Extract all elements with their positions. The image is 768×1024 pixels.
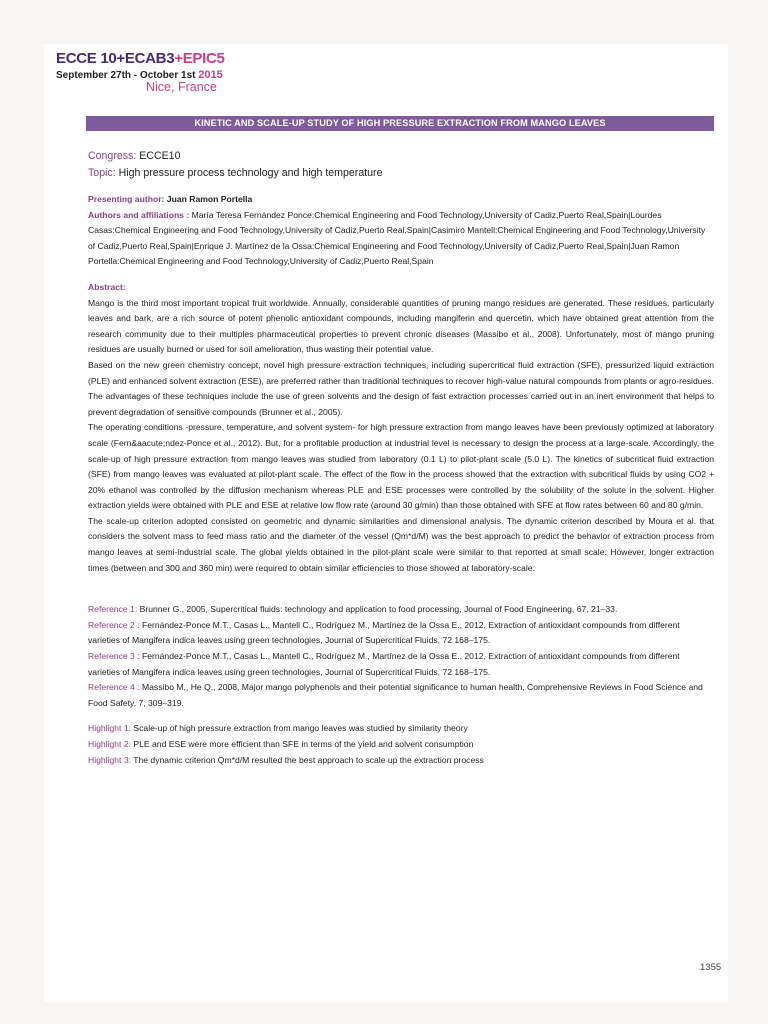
presenting-author-value: Juan Ramon Portella — [166, 194, 253, 204]
highlight-1-label: Highlight 1: — [88, 723, 131, 734]
logo-title-main: ECCE 10+ECAB3 — [56, 50, 175, 67]
authors-label: Authors and affiliations : — [88, 209, 190, 220]
abstract-paragraph-3: The operating conditions -pressure, temperature, and solvent system- for high pressure extraction from mango leaves have been previously optimized at laboratory scale (Fern&aacute;ndez-Ponce et al., 2012). But, for a profitable production at industrial level is necessary to design the process at a large-scale. Accordingly, the scale-up of high pressure extraction from mango leaves was studied from laboratory (0.1 L) to pilot-plant scale (5.0 L). The kinetics of subcritical fluid extraction (SFE) from mango leaves was evaluated at pilot-plant scale. The effect of the flow in the process showed that the extraction with subcritical fluids by using CO2 + 20% ethanol was controlled by the diffusion mechanism whereas PLE and ESE processes were controlled by the solubility of the solute in the solvent. Higher extraction yields were obtained with PLE and ESE at relative low flow rate (around 30 g/min) than those obtained with SFE at flow rates between 60 and 80 g/min. — [88, 422, 714, 511]
reference-4 — [88, 680, 714, 711]
topic-label: Topic: — [88, 167, 116, 179]
reference-1-label: Reference 1: — [88, 604, 138, 615]
logo-dates-text: September 27th - October 1st — [56, 70, 196, 81]
congress-line — [88, 148, 714, 165]
highlight-1 — [88, 721, 714, 737]
presenting-author-label: Presenting author: — [88, 194, 165, 204]
page-number: 1355 — [700, 962, 722, 973]
highlight-2-label: Highlight 2: — [88, 739, 131, 749]
abstract-label: Abstract: — [88, 281, 126, 292]
congress-value: ECCE10 — [139, 150, 181, 162]
logo-title-epic: +EPIC5 — [174, 50, 225, 67]
reference-3 — [88, 649, 714, 680]
logo-place: Nice, France — [146, 80, 217, 94]
reference-2 — [88, 618, 714, 649]
abstract-paragraph-1: Mango is the third most important tropical fruit worldwide. Annually, considerable quantities of pruning mango residues are generated. These residues, particularly leaves and bark, are a rich source of potent phenolic antioxidant compounds, including mangiferin and quercetin, which have obtained great attention from the research community due to their multiples pharmaceutical properties to prevent chronic diseases (Massibo et al., 2008). Unfortunately, most of mango pruning residues are usually burned or used for soil amelioration, thus wasting their potential value. — [88, 297, 714, 355]
document-content — [88, 148, 714, 768]
topic-line — [88, 165, 714, 182]
abstract-paragraph-4: The scale-up criterion adopted consisted on geometric and dynamic similarities and dimensional analysis. The dynamic criterion described by Moura et al. that considers the solvent mass to feed mass ratio and the diameter of the vessel (Qm*d/M) was the best approach to predict the behavior of extraction process from mango leaves at semi-industrial scale. The global yields obtained in the pilot-plant scale were similar to that reported at small scale. However, longer extraction times (between and 300 and 360 min) were required to obtain similar efficiencies to those showed at laboratory-scale. — [88, 515, 714, 573]
reference-4-label: Reference 4 : — [88, 682, 140, 693]
highlight-2-text: PLE and ESE were more efficient than SFE in terms of the yield and solvent consumption — [133, 739, 474, 749]
abstract-paragraph-2: Based on the new green chemistry concept, novel high pressure extraction techniques, including supercritical fluid extraction (SFE), pressurized liquid extraction (PLE) and enhanced solvent extraction (ESE), are preferred rather than traditional techniques to recover high-value natural compounds from plants or agro-residues. The advantages of these techniques include the use of green solvents and the design of fast extraction processes carried out in an inert environment that helps to prevent degradation of sensitive compounds (Brunner et al., 2005). — [88, 359, 714, 417]
congress-label: Congress: — [88, 150, 137, 162]
reference-1 — [88, 602, 714, 618]
reference-2-label: Reference 2 : — [88, 619, 140, 630]
presenting-author-line — [88, 192, 714, 208]
reference-1-text: Brunner G., 2005, Supercritical fluids: technology and application to food processing, Journal of Food Engineering, 67, 21–33. — [139, 604, 618, 615]
logo-title — [56, 50, 225, 67]
logo-year: 2015 — [198, 69, 223, 81]
authors-block — [88, 208, 714, 270]
paper-title: KINETIC AND SCALE-UP STUDY OF HIGH PRESSURE EXTRACTION FROM MANGO LEAVES — [86, 116, 714, 131]
topic-value: High pressure process technology and high temperature — [118, 167, 383, 179]
highlight-3 — [88, 753, 714, 769]
highlight-1-text: Scale-up of high pressure extraction from mango leaves was studied by similarity theory — [133, 723, 468, 734]
reference-4-text: Massibo M., He Q., 2008, Major mango polyphenols and their potential significance to human health, Comprehensive Reviews in Food Science and Food Safety, 7, 309–319. — [88, 682, 703, 708]
authors-value: María Teresa Fernández Ponce:Chemical Engineering and Food Technology,University of Cadiz,Puerto Real,Spain|Lourdes Casas:Chemical Engineering and Food Technology,University of Cadiz,Puerto Real,Spain|Casimiro Mantell:Chemical Engineering and Food Technology,University of Cadiz,Puerto Real,Spain|Enrique J. Martínez de la Ossa:Chemical Engineering and Food Technology,University of Cadiz,Puerto Real,Spain|Juan Ramon Portella:Chemical Engineering and Food Technology,University of Cadiz,Puerto Real,Spain — [88, 209, 706, 267]
reference-3-label: Reference 3 : — [88, 651, 140, 662]
reference-2-text: Fernández-Ponce M.T., Casas L., Mantell C., Rodríguez M., Martínez de la Ossa E., 2012, Extraction of antioxidant compounds from different varieties of Mangifera indica leaves using green technologies, Journal of Supercritical Fluids, 72 168–175. — [88, 619, 680, 646]
reference-3-text: Fernández-Ponce M.T., Casas L., Mantell C., Rodríguez M., Martínez de la Ossa E., 2012, Extraction of antioxidant compounds from different varieties of Mangifera indica leaves using green technologies, Journal of Supercritical Fluids, 72 168–175. — [88, 651, 680, 677]
highlight-3-label: Highlight 3: — [88, 754, 131, 765]
highlight-3-text: The dynamic criterion Qm*d/M resulted the best approach to scale up the extraction process — [133, 754, 484, 765]
highlight-2 — [88, 737, 714, 753]
conference-logo — [56, 50, 225, 94]
